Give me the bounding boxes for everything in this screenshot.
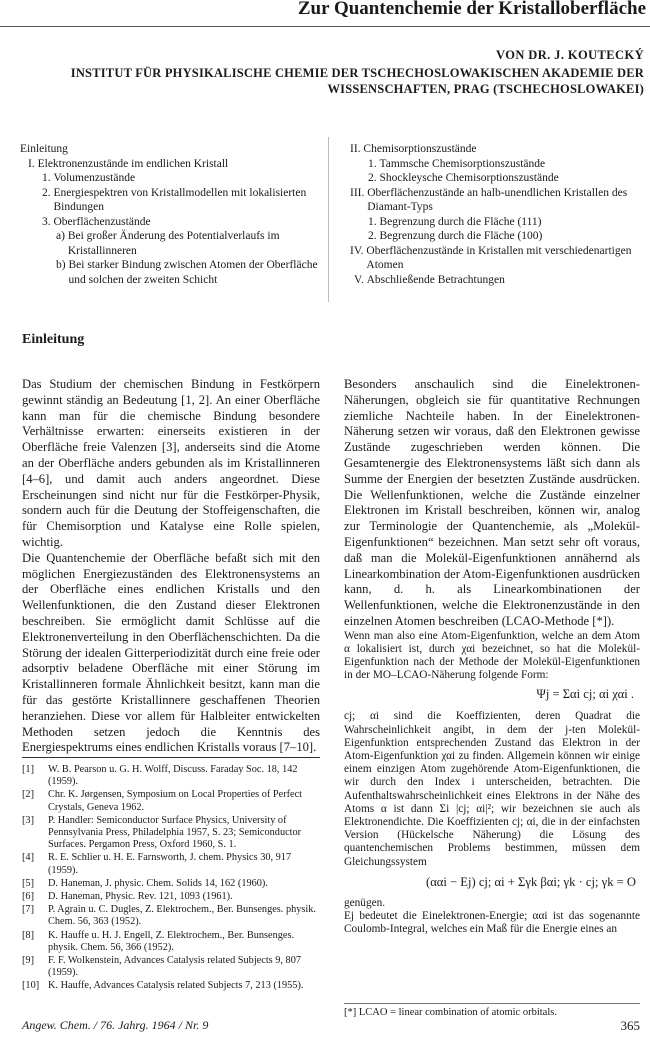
- reference-item: [6] D. Haneman, Physic. Rev. 121, 1093 (1961).: [22, 891, 233, 903]
- table-of-contents-right: [350, 142, 650, 287]
- journal-citation: Angew. Chem. / 76. Jahrg. 1964 / Nr. 9: [22, 1018, 209, 1032]
- reference-item: [5] D. Haneman, J. physic. Chem. Solids 14, 162 (1960).: [22, 877, 268, 889]
- toc-item: a) Bei großer Änderung des Potentialverlaufs im Kristallinneren: [56, 230, 280, 257]
- footnote: [*] LCAO = linear combination of atomic orbitals.: [344, 1007, 557, 1018]
- toc-item: IV. Oberflächenzustände in Kristallen mit verschiedenartigen Atomen: [350, 244, 632, 271]
- body-paragraph: Besonders anschaulich sind die Einelektronen-Näherungen, obgleich sie für quantitative Rechnungen ziemliche Nachteile haben. In der Einelektronen-Näherung setzen wir voraus, daß den Elektronen gewisse Zustände zugeschrieben werden können. Die Gesamtenergie des Elektronensystems läßt sich dann als Summe der Energien der besetzten Zustände ausdrücken. Die Wellenfunktionen, welche die Zustände einzelner Elektronen im Kristall beschreiben, können wir, analog zur Terminologie der Quantenchemie, als „Molekül-Eigenfunktionen“ bezeichnen. Man setzt sehr oft voraus, daß man die Molekül-Eigenfunktionen annähernd als Linearkombination der Atom-Eigenfunktionen ausdrücken kann, d. h. als Linearkombinationen der Wellenfunktionen, welche die Elektronenzustände in den einzelnen Atomen beschreiben (LCAO-Methode [*]).: [344, 377, 640, 628]
- title-rule: [0, 26, 650, 27]
- toc-item: 1. Tammsche Chemisorptionszustände: [368, 157, 546, 170]
- toc-item: V. Abschließende Betrachtungen: [354, 273, 505, 286]
- author: VON DR. J. KOUTECKÝ: [496, 48, 644, 62]
- toc-item: 2. Begrenzung durch die Fläche (100): [368, 230, 543, 242]
- reference-item: [1] W. B. Pearson u. G. H. Wolff, Discuss. Faraday Soc. 18, 142 (1959).: [22, 764, 298, 788]
- institute: INSTITUT FÜR PHYSIKALISCHE CHEMIE DER TSCHECHOSLOWAKISCHEN AKADEMIE DER WISSENSCHAFTEN, PRAG (TSCHECHOSLOWAKEI): [70, 66, 644, 96]
- reference-item: [4] R. E. Schlier u. H. E. Farnsworth, J. chem. Physics 30, 917 (1959).: [22, 852, 292, 876]
- toc-divider: [328, 137, 329, 302]
- reference-item: [3] P. Handler: Semiconductor Surface Physics, University of Pennsylvania Press, Philadelphia 1957, S. 23; Semiconductor Surfaces. Pergamon Press, Oxford 1960, S. 1.: [22, 814, 302, 851]
- toc-item: 1. Begrenzung durch die Fläche (111): [368, 215, 542, 228]
- toc-item: III. Oberflächenzustände an halb-unendlichen Kristallen des Diamant-Typs: [350, 186, 628, 213]
- reference-item: [8] K. Hauffe u. H. J. Engell, Z. Elektrochem., Ber. Bunsenges. physik. Chem. 56, 366 (1952).: [22, 929, 295, 953]
- toc-item: b) Bei starker Bindung zwischen Atomen der Oberfläche und solchen der zweiten Schicht: [56, 259, 318, 286]
- page-title: Zur Quantenchemie der Kristalloberfläche: [297, 0, 646, 19]
- body-paragraph-small: genügen.: [344, 896, 386, 909]
- equation-2: (ααi − Ej) cj; αi + Σγk βαi; γk · cj; γk = O: [426, 874, 636, 889]
- body-paragraph-small: cj; αi sind die Koeffizienten, deren Quadrat die Wahrscheinlichkeit angibt, in dem der j-ten Molekül-Eigenfunktion entsprechenden Zustand das Elektron in der Atom-Eigenfunktion χαi zu finden. Allgemein können wir einige einem einzigen Atom zugehörende Atom-Eigenfunktionen, die wir durch den Index i unterscheiden, betrachten. Die Aufenthaltswahrscheinlichkeit eines Elektrons in der Nähe des Atoms α ist dann Σi |cj; αi|²; wir bezeichnen sie auch als Elektronendichte. Die Koeffizienten cj; αi, die in der einfachsten Version (Hückelsche Näherung) die Lösung des quantenchemischen Problems bestimmen, müssen dem Gleichungssystem: [344, 710, 640, 868]
- footnote-rule: [344, 1003, 640, 1004]
- page-number: 365: [620, 1018, 640, 1033]
- toc-item: II. Chemisorptionszustände: [350, 143, 477, 155]
- body-column-left: [22, 377, 320, 756]
- body-paragraph: Das Studium der chemischen Bindung in Festkörpern gewinnt ständig an Bedeutung [1, 2]. An einer Oberfläche kann man für die chemische Bindung besondere Verhältnisse erwarten: einerseits existieren in der Oberfläche freie Valenzen [3], anderseits sind die Atome an der Oberfläche anders gebunden als im Kristallinneren [4–6], und damit auch anders angeordnet. Diese Erscheinungen sind nicht nur für die Festkörper-Physik, sondern auch für die Deutung der Stoffeigenschaften, die für Chemisorption und Katalyse eine Rolle spielen, wichtig.: [22, 377, 320, 549]
- reference-item: [7] P. Agrain u. C. Dugles, Z. Elektrochem., Ber. Bunsenges. physik. Chem. 56, 363 (1952).: [22, 904, 316, 928]
- toc-item: I. Elektronenzustände im endlichen Kristall: [28, 157, 229, 170]
- body-paragraph-small: Wenn man also eine Atom-Eigenfunktion, welche an dem Atom α lokalisiert ist, durch χαi bezeichnet, so hat die Molekül-Eigenfunktion nach der Methode der Molekül-Eigenfunktionen in der MO–LCAO-Näherung folgende Form:: [344, 629, 640, 682]
- table-of-contents-left: [20, 142, 320, 287]
- references-rule: [22, 757, 320, 758]
- section-heading: Einleitung: [22, 332, 85, 347]
- reference-item: [2] Chr. K. Jørgensen, Symposium on Local Properties of Perfect Crystals, Geneva 1962.: [22, 789, 303, 813]
- body-column-right: [344, 377, 640, 936]
- equation-1: Ψj = Σαi cj; αi χαi .: [536, 686, 634, 701]
- toc-item: 2. Energiespektren von Kristallmodellen mit lokalisierten Bindungen: [42, 186, 307, 213]
- reference-item: [10] K. Hauffe, Advances Catalysis related Subjects 7, 213 (1955).: [22, 980, 304, 992]
- references: [22, 757, 320, 994]
- reference-item: [9] F. F. Wolkenstein, Advances Catalysis related Subjects 9, 807 (1959).: [22, 955, 302, 979]
- toc-item: 2. Shockleysche Chemisorptionszustände: [368, 172, 559, 184]
- toc-item: 1. Volumenzustände: [42, 172, 136, 184]
- toc-item: 3. Oberflächenzustände: [42, 215, 151, 228]
- body-paragraph: Die Quantenchemie der Oberfläche befaßt sich mit den möglichen Energiezuständen des Elektronensystems an der Oberfläche eines endlichen Kristalls und den Wellenfunktionen, die den Zustand dieser Elektronen beschreiben. Sie ermöglicht damit Schlüsse auf die Elektronenverteilung in den Oberflächenschichten. Da die Störung der idealen Gitterperiodizität durch eine freie oder adsorptiv beladene Oberfläche mit einer Störung im Kristallinneren formale Ähnlichkeit besitzt, kann man die für das gestörte Kristallinnere geschaffenen Theorien heranziehen. Diese vor allem für Halbleiter entwickelten Methoden setzen jedoch die Kenntnis des Energiespektrums eines endlichen Kristalls voraus [7–10].: [22, 550, 320, 755]
- body-paragraph-small: Ej bedeutet die Einelektronen-Energie; ααi ist das sogenannte Coulomb-Integral, welches ein Maß für die Energie eines an: [344, 909, 640, 935]
- toc-item: Einleitung: [20, 143, 68, 155]
